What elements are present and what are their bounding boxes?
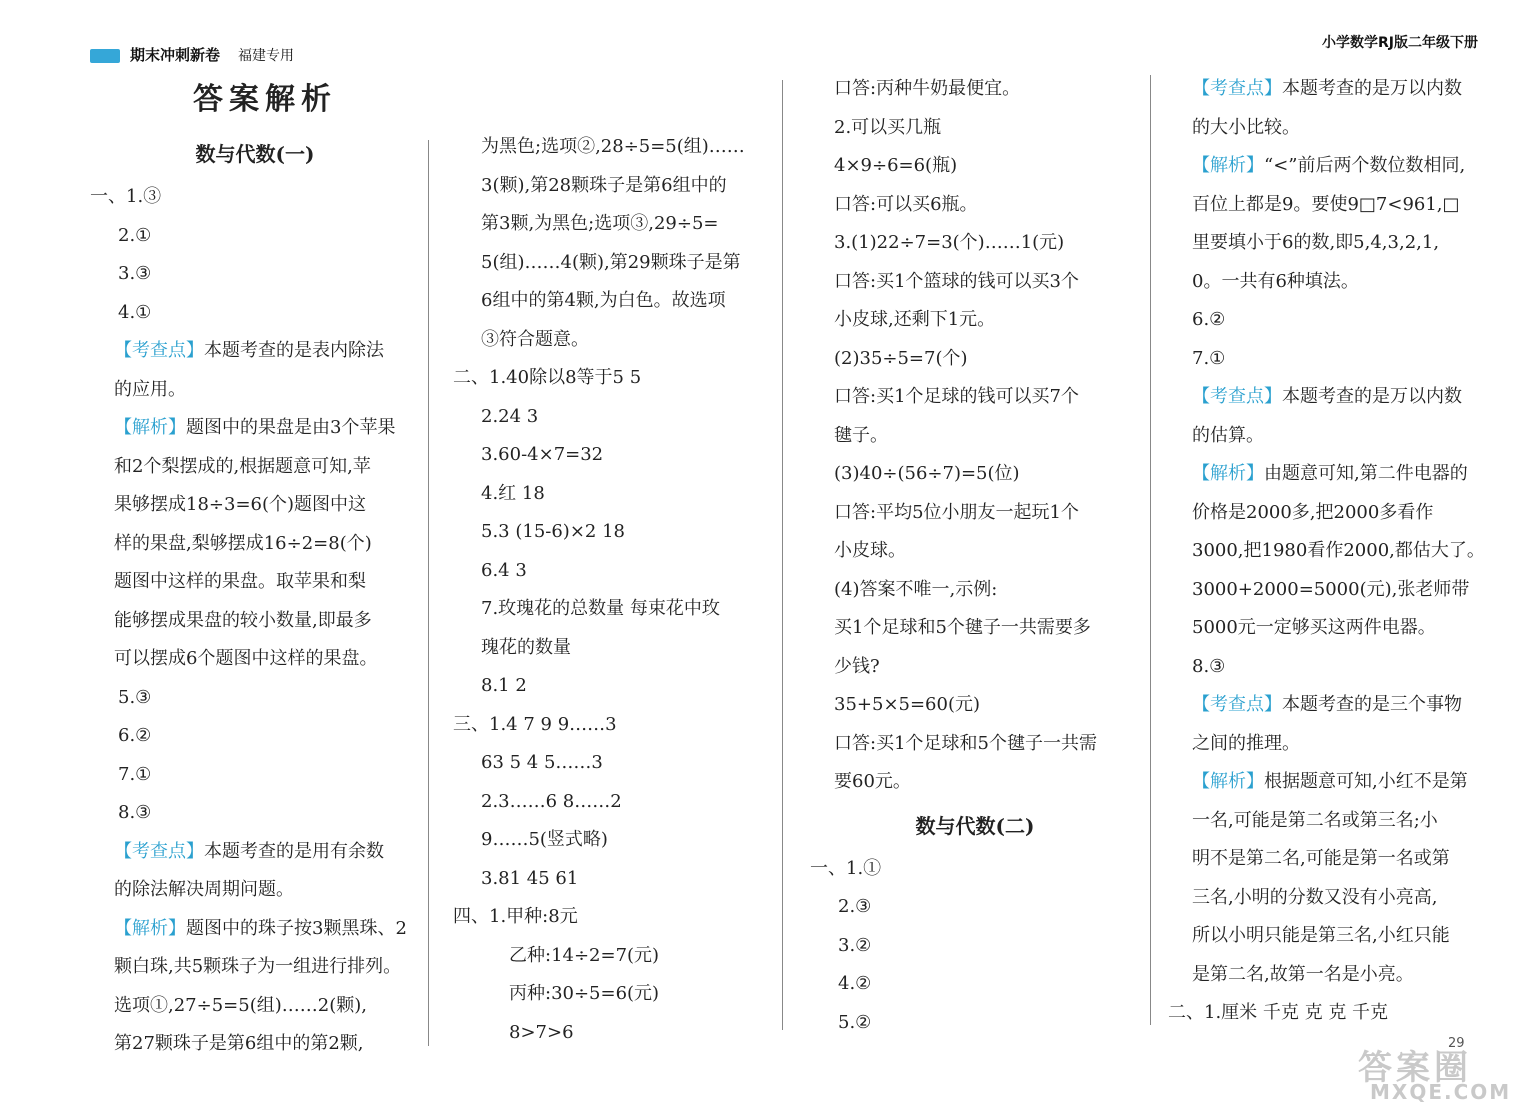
answer-line: 2.可以买几瓶: [834, 116, 942, 138]
answer-line: 0。一共有6种填法。: [1192, 270, 1359, 292]
answer-line: 【考查点】本题考查的是表内除法: [114, 340, 384, 361]
answer-line: 【解析】题图中的果盘是由3个苹果: [114, 417, 396, 438]
answer-line: 5(组)……4(颗),第29颗珠子是第: [481, 251, 741, 273]
jiexi-tag: 【解析】: [114, 417, 186, 438]
answer-line: 4.②: [838, 973, 872, 994]
answer-line: 63 5 4 5……3: [481, 752, 603, 773]
answer-line: 选项①,27÷5=5(组)……2(颗),: [114, 994, 367, 1016]
answer-line: 9……5(竖式略): [481, 829, 608, 850]
answer-line: (3)40÷(56÷7)=5(位): [834, 463, 1020, 484]
jiexi-tag: 【解析】: [114, 917, 186, 939]
kaochadian-tag: 【考查点】: [114, 840, 204, 862]
answer-line: 8.③: [1192, 655, 1226, 677]
header-left-sub: 福建专用: [238, 48, 295, 64]
answer-line: 第27颗珠子是第6组中的第2颗,: [114, 1033, 364, 1054]
answer-line: 口答:平均5位小朋友一起玩1个: [834, 501, 1079, 523]
answer-line: 二、1.40除以8等于5 5: [453, 367, 642, 388]
answer-line: 一、1.③: [90, 186, 162, 207]
answer-line: 3.③: [118, 263, 152, 284]
column-divider: [1150, 75, 1151, 1025]
column-4: [1168, 70, 1488, 1033]
brand-badge: [90, 49, 120, 63]
kaochadian-tag: 【考查点】: [1192, 694, 1282, 715]
answer-line: 四、1.甲种:8元: [453, 906, 578, 927]
answer-line: 6.②: [1192, 309, 1226, 330]
answer-line: 3000,把1980看作2000,都估大了。: [1192, 540, 1485, 561]
answer-line: 为黑色;选项②,28÷5=5(组)……: [481, 136, 745, 157]
answer-line: 【考查点】本题考查的是三个事物: [1192, 694, 1462, 715]
answer-line: 题图中这样的果盘。取苹果和梨: [114, 571, 366, 592]
answer-line: 7.①: [1192, 347, 1226, 369]
page-title: 答案解析: [193, 82, 337, 117]
answer-line: 果够摆成18÷3=6(个)题图中这: [114, 494, 367, 515]
answer-line: 3.(1)22÷7=3(个)……1(元): [834, 232, 1065, 253]
answer-line: (2)35÷5=7(个): [834, 347, 968, 369]
answer-line: 7.玫瑰花的总数量 每束花中玫: [481, 598, 720, 619]
column-divider: [428, 140, 429, 1046]
answer-line: 毽子。: [834, 424, 888, 446]
answer-line: 二、1.厘米 千克 克 克 千克: [1168, 1002, 1389, 1023]
answer-line: 乙种:14÷2=7(元): [509, 944, 660, 966]
answer-line: 【解析】由题意可知,第二件电器的: [1192, 463, 1468, 484]
answer-line: 明不是第二名,可能是第一名或第: [1192, 848, 1450, 869]
answer-line: 买1个足球和5个毽子一共需要多: [834, 617, 1091, 638]
answer-line: 之间的推理。: [1192, 732, 1300, 754]
answer-line: 口答:买1个足球和5个毽子一共需: [834, 732, 1097, 754]
answer-line: 6.②: [118, 725, 152, 746]
answer-line: 5.③: [118, 686, 152, 708]
answer-line: (4)答案不唯一,示例:: [834, 578, 998, 600]
answer-line: 4.红 18: [481, 482, 545, 504]
answer-line: 2.24 3: [481, 405, 539, 427]
page-number: 29: [1448, 1036, 1465, 1051]
kaochadian-tag: 【考查点】: [1192, 78, 1282, 99]
answer-line: 8.③: [118, 802, 152, 823]
answer-line: 颗白珠,共5颗珠子为一组进行排列。: [114, 956, 402, 977]
answer-line: 【考查点】本题考查的是用有余数: [114, 840, 384, 862]
kaochadian-tag: 【考查点】: [114, 340, 204, 361]
answer-line: 百位上都是9。要使9□7<961,□: [1192, 193, 1460, 215]
jiexi-tag: 【解析】: [1192, 155, 1264, 176]
answer-line: 8>7>6: [509, 1021, 574, 1043]
answer-line: 的除法解决周期问题。: [114, 879, 294, 900]
answer-line: 6组中的第4颗,为白色。故选项: [481, 290, 726, 311]
answer-line: 5000元一定够买这两件电器。: [1192, 617, 1436, 638]
answer-line: 口答:可以买6瓶。: [834, 193, 978, 215]
answer-line: 能够摆成果盘的较小数量,即最多: [114, 609, 372, 631]
answer-line: 样的果盘,梨够摆成16÷2=8(个): [114, 532, 372, 554]
answer-line: 第3颗,为黑色;选项③,29÷5=: [481, 213, 719, 234]
answer-line: 小皮球。: [834, 540, 906, 561]
answer-line: 口答:买1个篮球的钱可以买3个: [834, 270, 1079, 292]
answer-line: 2.3……6 8……2: [481, 790, 622, 812]
answer-line: 要60元。: [834, 771, 911, 792]
answer-line: 35+5×5=60(元): [834, 694, 981, 715]
watermark-logo: [1352, 1040, 1528, 1104]
answer-line: 里要填小于6的数,即5,4,3,2,1,: [1192, 232, 1440, 253]
answer-line: ③符合题意。: [481, 328, 589, 350]
answer-line: 一名,可能是第二名或第三名;小: [1192, 809, 1438, 831]
answer-line: 4.①: [118, 301, 152, 323]
answer-line: 少钱?: [834, 655, 880, 677]
answer-line: 价格是2000多,把2000多看作: [1192, 501, 1434, 523]
answer-line: 的大小比较。: [1192, 116, 1300, 138]
section-title: 数与代数(二): [915, 813, 1035, 838]
answer-line: 3000+2000=5000(元),张老师带: [1192, 578, 1470, 600]
answer-line: 三名,小明的分数又没有小亮高,: [1192, 886, 1438, 908]
answer-line: 和2个梨摆成的,根据题意可知,苹: [114, 455, 371, 477]
answer-line: 可以摆成6个题图中这样的果盘。: [114, 648, 378, 669]
answer-line: 5.3 (15-6)×2 18: [481, 521, 625, 542]
answer-line: 的估算。: [1192, 424, 1264, 446]
answer-line: 三、1.4 7 9 9……3: [453, 713, 617, 735]
column-2: [453, 128, 783, 1052]
answer-line: 小皮球,还剩下1元。: [834, 309, 996, 330]
jiexi-tag: 【解析】: [1192, 771, 1264, 792]
answer-line: 丙种:30÷5=6(元): [509, 983, 660, 1004]
watermark-text: 答案圈: [1358, 1048, 1472, 1088]
answer-line: 所以小明只能是第三名,小红只能: [1192, 925, 1450, 946]
answer-line: 3.②: [838, 934, 872, 956]
answer-line: 7.①: [118, 763, 152, 785]
answer-line: 3(颗),第28颗珠子是第6组中的: [481, 174, 727, 196]
answer-line: 【解析】“<”前后两个数位数相同,: [1192, 155, 1466, 176]
answer-line: 【考查点】本题考查的是万以内数: [1192, 386, 1462, 407]
answer-line: 5.②: [838, 1011, 872, 1033]
answer-line: 4×9÷6=6(瓶): [834, 155, 958, 176]
header-left-title: 期末冲刺新卷: [130, 46, 221, 64]
column-1: [90, 70, 420, 1064]
answer-line: 【解析】根据题意可知,小红不是第: [1192, 771, 1468, 792]
watermark-url: MXQE.COM: [1370, 1080, 1512, 1104]
answer-line: 3.60-4×7=32: [481, 444, 604, 465]
kaochadian-tag: 【考查点】: [1192, 386, 1282, 407]
answer-line: 8.1 2: [481, 675, 527, 696]
answer-line: 3.81 45 61: [481, 867, 579, 889]
answer-line: 2.①: [118, 224, 152, 246]
answer-line: 6.4 3: [481, 559, 527, 581]
page-header: [0, 0, 1536, 64]
column-3: [810, 70, 1140, 1042]
jiexi-tag: 【解析】: [1192, 463, 1264, 484]
answer-line: 一、1.①: [810, 857, 882, 879]
answer-line: 的应用。: [114, 378, 186, 400]
section-title: 数与代数(一): [195, 142, 315, 166]
answer-line: 是第二名,故第一名是小亮。: [1192, 963, 1414, 985]
answer-line: 瑰花的数量: [481, 636, 571, 658]
header-right-title: 小学数学RJ版二年级下册: [1322, 35, 1478, 51]
answer-line: 2.③: [838, 896, 872, 917]
answer-line: 口答:买1个足球的钱可以买7个: [834, 386, 1079, 407]
answer-line: 【考查点】本题考查的是万以内数: [1192, 78, 1462, 99]
header-left: [130, 44, 294, 65]
answer-line: 口答:丙种牛奶最便宜。: [834, 78, 1021, 99]
answer-line: 【解析】题图中的珠子按3颗黑珠、2: [114, 917, 407, 939]
